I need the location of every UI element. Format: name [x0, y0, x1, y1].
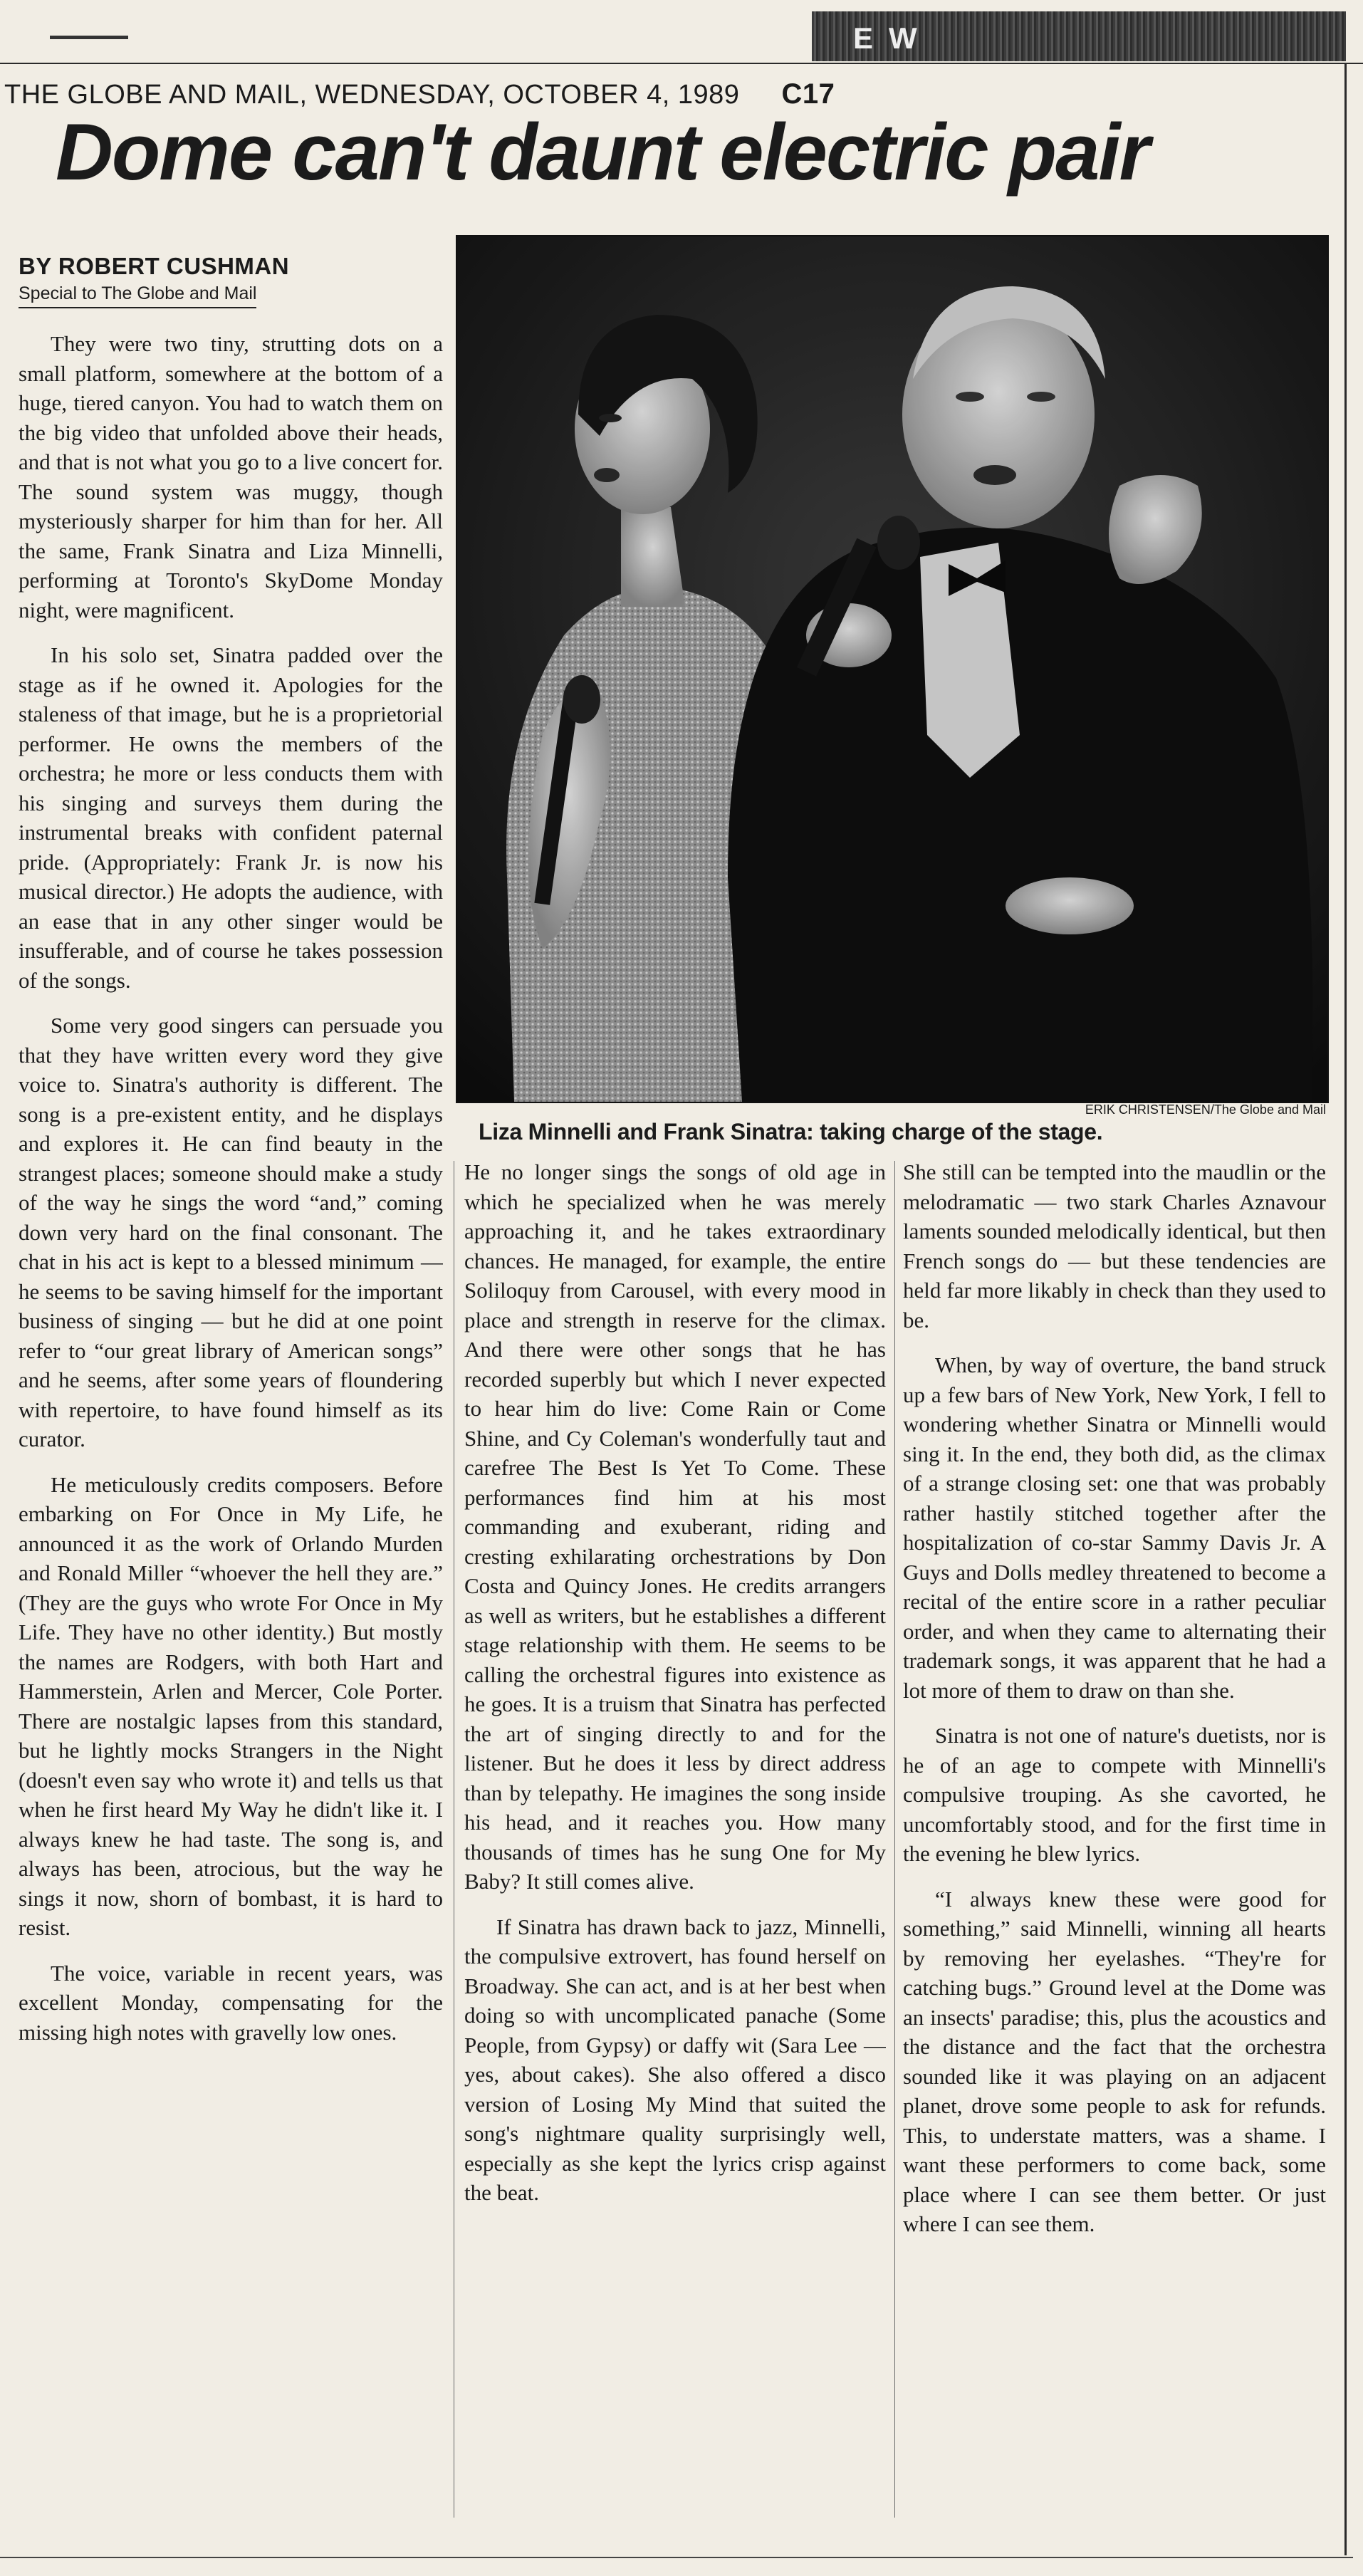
clipping-edge-mark: [50, 36, 128, 46]
concert-photo-image: [457, 236, 1327, 1102]
masthead-text: THE GLOBE AND MAIL, WEDNESDAY, OCTOBER 4, 1989: [4, 80, 740, 110]
byline-affiliation: Special to The Globe and Mail: [19, 283, 256, 308]
headline: Dome can't daunt electric pair: [56, 108, 1149, 197]
right-frame-rule: [1344, 63, 1347, 2555]
paragraph: She still can be tempted into the maudlin or the melodramatic — two stark Charles Aznavour laments sounded melodically identical, but then French songs do — but these tendencies are held far more likably in check than they used to be.: [903, 1159, 1326, 1333]
masthead: [4, 78, 835, 110]
article-column-3: [903, 1157, 1326, 2523]
section-banner-text: EW: [853, 21, 933, 55]
photo-caption: Liza Minnelli and Frank Sinatra: taking charge of the stage.: [479, 1119, 1103, 1144]
bottom-frame-rule: [0, 2557, 1353, 2558]
page-number: C17: [781, 78, 835, 110]
paragraph: Some very good singers can persuade you that they have written every word they give voice to. Sinatra's authority is different. The song is a pre-existent entity, and he displays and explores it. He can find beauty in the strangest places; someone should make a study of the way he sings the word “and,” coming down very hard on the final consonant. The chat in his act is kept to a blessed minimum — he seems to be saving himself for the important business of singing — but he did at one point refer to “our great library of American songs” and he seems, after some years of floundering with repertoire, to have found himself as its curator.: [19, 1013, 443, 1451]
paragraph: He no longer sings the songs of old age in which he specialized when he was merely approaching it, and he takes extraordinary chances. He managed, for example, the entire Soliloquy from Carousel, with every mood in place and strength in reserve for the climax. And there were other songs that he has recorded superbly but which I never expected to hear him do live: Come Rain or Come Shine, and Cy Coleman's wonderfully taut and carefree The Best Is Yet To Come. These performances find him at his most commanding and exuberant, riding and cresting exhilarating orchestrations by Don Costa and Quincy Jones. He credits arrangers as well as writers, but he establishes a different stage relationship with them. He seems to be calling the orchestral figures into existence as he goes. It is a truism that Sinatra has perfected the art of singing directly to and for the listener. But he does it less by direct address than by telepathy. He imagines the song inside his head, and it reaches you. How many thousands of times has he sung One for My Baby? It still comes alive.: [464, 1159, 886, 1894]
paragraph: In his solo set, Sinatra padded over the stage as if he owned it. Apologies for the staleness of that image, but he is a proprietorial performer. He owns the members of the orchestra; he more or less conducts them with his singing and surveys them during the instrumental breaks with confident paternal pride. (Appropriately: Frank Jr. is now his musical director.) He adopts the audience, with an ease that in any other singer would be insufferable, and of course he takes possession of the songs.: [19, 642, 443, 993]
article-column-2: [464, 1157, 886, 2523]
paragraph: When, by way of overture, the band struck up a few bars of New York, New York, I fell to wondering whether Sinatra or Minnelli would sing it. In the end, they both did, as the climax of a strange closing set: one that was probably rather hastily stitched together after the hospitalization of co-star Sammy Davis Jr. A Guys and Dolls medley threatened to become a recital of the entire score in a rather peculiar order, and when they came to alternating their trademark songs, it was apparent that he had a lot more of them to draw on than she.: [903, 1352, 1326, 1703]
paragraph: The voice, variable in recent years, was excellent Monday, compensating for the missing high notes with gravelly low ones.: [19, 1960, 443, 2045]
paragraph: If Sinatra has drawn back to jazz, Minnelli, the compulsive extrovert, has found herself on Broadway. She can act, and is at her best when doing so with uncomplicated panache (Some People, from Gypsy) or daffy wit (Sara Lee — yes, about cakes). She also offered a disco version of Losing My Mind that suited the song's nightmare quality surprisingly well, especially as she kept the lyrics crisp against the beat.: [464, 1914, 886, 2205]
photo-credit: ERIK CHRISTENSEN/The Globe and Mail: [1085, 1102, 1326, 1117]
byline: BY ROBERT CUSHMAN: [19, 253, 290, 279]
paragraph: “I always knew these were good for something,” said Minnelli, winning all hearts by removing her eyelashes. “They're for catching bugs.” Ground level at the Dome was an insects' paradise; this, plus the acoustics and the distance and the fact that the orchestra sounded like it was playing on an adjacent planet, drove some people to ask for refunds. This, to understate matters, was a shame. I want these performers to come back, some place where I can see them better. Or just where I can see them.: [903, 1886, 1326, 2236]
article-column-1: [19, 329, 443, 2523]
top-frame-rule: [0, 63, 1363, 64]
concert-photo: [456, 235, 1329, 1103]
paragraph: Sinatra is not one of nature's duetists, nor is he of an age to compete with Minnelli's compulsive trouping. As she cavorted, he uncomfortably stood, and for the first time in the evening he blew lyrics.: [903, 1723, 1326, 1866]
paragraph: They were two tiny, strutting dots on a small platform, somewhere at the bottom of a huge, tiered canyon. You had to watch them on the big video that unfolded above their heads, and that is not what you go to a live concert for. The sound system was muggy, though mysteriously sharper for him than for her. All the same, Frank Sinatra and Liza Minnelli, performing at Toronto's SkyDome Monday night, were magnificent.: [19, 331, 443, 622]
column-rule: [894, 1161, 895, 2518]
paragraph: He meticulously credits composers. Before embarking on For Once in My Life, he announced it as the work of Orlando Murden and Ronald Miller “whoever the hell they are.” (They are the guys who wrote For Once in My Life. They have no other identity.) But mostly the names are Rodgers, with both Hart and Hammerstein, Arlen and Mercer, Cole Porter. There are nostalgic lapses from this standard, but he lightly mocks Strangers in the Night (doesn't even say who wrote it) and tells us that when he first heard My Way he didn't like it. I always knew he had taste. The song is, and always has been, atrocious, but the way he sings it now, shorn of bombast, it is hard to resist.: [19, 1471, 443, 1940]
